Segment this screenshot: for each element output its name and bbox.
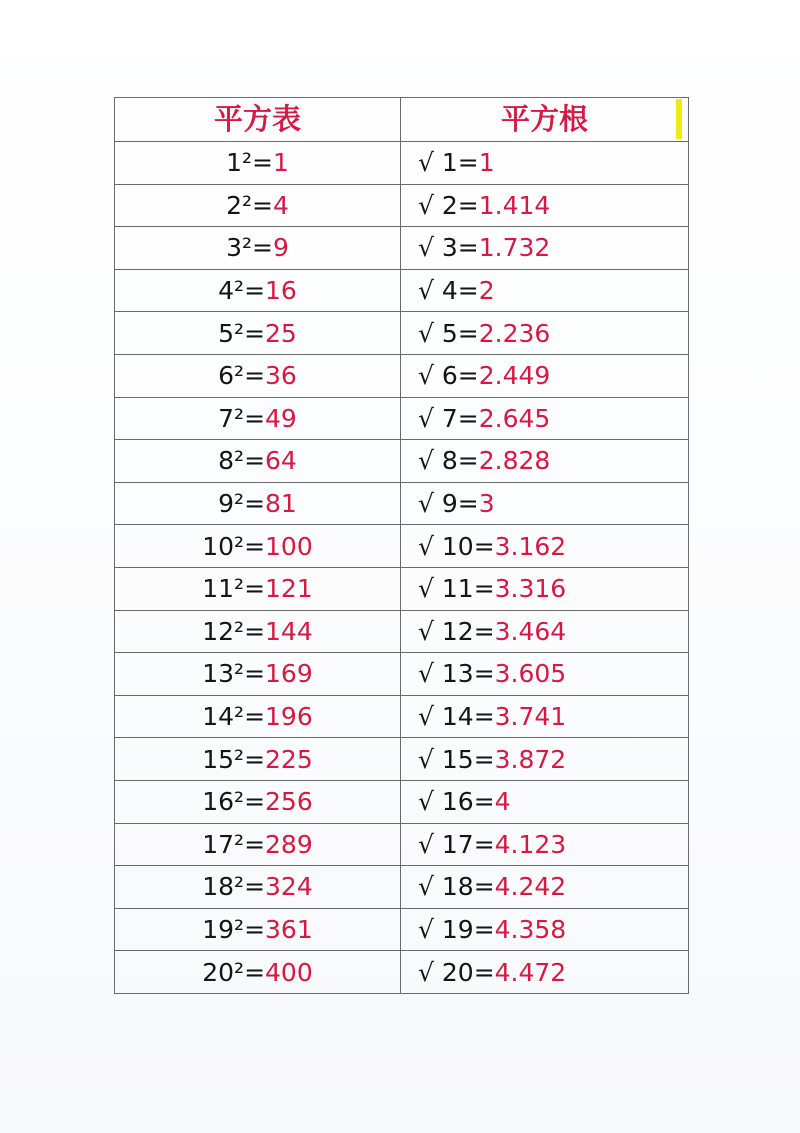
square-expression: 4²= [218, 276, 266, 306]
square-root-expression: √ 18= [418, 872, 495, 902]
square-root-expression: √ 19= [418, 914, 495, 944]
square-cell [115, 610, 401, 653]
table-row [115, 823, 689, 866]
square-root-value: 3.464 [494, 616, 567, 646]
square-value: 4 [272, 190, 289, 220]
square-cell [115, 823, 401, 866]
square-root-cell [401, 312, 689, 355]
square-root-cell [401, 354, 689, 397]
square-root-cell [401, 142, 689, 185]
square-root-cell [401, 184, 689, 227]
square-root-expression: √ 1= [418, 148, 479, 178]
square-cell [115, 397, 401, 440]
square-root-value: 4 [494, 787, 511, 817]
square-root-expression: √ 3= [418, 233, 479, 263]
square-expression: 5²= [218, 318, 266, 348]
square-value: 100 [265, 531, 313, 561]
square-value: 196 [265, 702, 313, 732]
square-value: 121 [265, 574, 313, 604]
square-root-value: 3.741 [494, 702, 567, 732]
square-value: 361 [265, 914, 313, 944]
square-root-value: 3.316 [494, 574, 567, 604]
square-value: 256 [265, 787, 313, 817]
square-value: 9 [272, 233, 289, 263]
square-root-table-container [114, 97, 688, 994]
table-row [115, 951, 689, 994]
square-root-expression: √ 2= [418, 190, 479, 220]
table-row [115, 227, 689, 270]
table-row [115, 142, 689, 185]
square-cell [115, 142, 401, 185]
table-row [115, 482, 689, 525]
square-expression: 17²= [202, 829, 266, 859]
table-row [115, 908, 689, 951]
square-root-expression: √ 4= [418, 276, 479, 306]
square-root-expression: √ 20= [418, 957, 495, 987]
square-value: 25 [265, 318, 297, 348]
square-root-value: 4.358 [494, 914, 567, 944]
square-root-cell [401, 397, 689, 440]
square-root-expression: √ 12= [418, 616, 495, 646]
square-expression: 20²= [202, 957, 266, 987]
table-row [115, 397, 689, 440]
square-expression: 1²= [226, 148, 273, 178]
square-value: 289 [265, 829, 313, 859]
square-root-value: 2.236 [478, 318, 551, 348]
square-root-expression: √ 9= [418, 489, 479, 519]
square-value: 225 [265, 744, 313, 774]
table-row [115, 184, 689, 227]
square-root-value: 3.872 [494, 744, 567, 774]
square-expression: 13²= [202, 659, 266, 689]
table-row [115, 525, 689, 568]
square-root-value: 2.828 [478, 446, 551, 476]
square-value: 64 [265, 446, 297, 476]
square-root-cell [401, 908, 689, 951]
square-root-cell [401, 610, 689, 653]
square-cell [115, 653, 401, 696]
square-cell [115, 695, 401, 738]
square-root-value: 3 [478, 489, 495, 519]
table-row [115, 440, 689, 483]
square-root-cell [401, 269, 689, 312]
square-expression: 11²= [202, 574, 266, 604]
square-root-expression: √ 14= [418, 702, 495, 732]
table-row [115, 866, 689, 909]
square-value: 169 [265, 659, 313, 689]
square-expression: 10²= [202, 531, 266, 561]
table-row [115, 354, 689, 397]
square-root-value: 1 [478, 148, 495, 178]
table-row [115, 567, 689, 610]
square-expression: 12²= [202, 616, 266, 646]
square-root-value: 4.123 [494, 829, 567, 859]
square-root-cell [401, 227, 689, 270]
square-root-expression: √ 11= [418, 574, 495, 604]
square-root-cell [401, 525, 689, 568]
square-expression: 2²= [226, 190, 273, 220]
square-root-value: 2 [478, 276, 495, 306]
square-expression: 3²= [226, 233, 273, 263]
square-value: 144 [265, 616, 313, 646]
square-cell [115, 312, 401, 355]
table-row [115, 312, 689, 355]
square-root-value: 2.449 [478, 361, 551, 391]
square-cell [115, 780, 401, 823]
table-header-row [115, 98, 689, 142]
square-cell [115, 525, 401, 568]
square-root-table [114, 97, 689, 994]
square-root-value: 2.645 [478, 403, 551, 433]
square-cell [115, 567, 401, 610]
square-root-cell [401, 653, 689, 696]
highlight-mark [676, 99, 682, 139]
square-cell [115, 354, 401, 397]
square-cell [115, 482, 401, 525]
square-value: 324 [265, 872, 313, 902]
square-value: 81 [265, 489, 297, 519]
square-value: 400 [265, 957, 313, 987]
square-root-cell [401, 780, 689, 823]
square-root-value: 1.732 [478, 233, 551, 263]
square-expression: 7²= [218, 403, 266, 433]
square-root-expression: √ 10= [418, 531, 495, 561]
square-root-value: 3.605 [494, 659, 567, 689]
square-root-value: 1.414 [478, 190, 551, 220]
square-expression: 19²= [202, 914, 266, 944]
square-root-cell [401, 823, 689, 866]
square-root-cell [401, 951, 689, 994]
square-root-value: 4.472 [494, 957, 567, 987]
square-root-cell [401, 738, 689, 781]
table-row [115, 610, 689, 653]
square-root-cell [401, 866, 689, 909]
square-cell [115, 908, 401, 951]
table-body [115, 142, 689, 994]
square-root-expression: √ 8= [418, 446, 479, 476]
square-root-value: 4.242 [494, 872, 567, 902]
square-cell [115, 269, 401, 312]
table-row [115, 695, 689, 738]
table-row [115, 780, 689, 823]
square-expression: 14²= [202, 702, 266, 732]
square-root-cell [401, 567, 689, 610]
square-root-value: 3.162 [494, 531, 567, 561]
square-value: 1 [272, 148, 289, 178]
square-expression: 16²= [202, 787, 266, 817]
square-root-cell [401, 482, 689, 525]
square-root-expression: √ 17= [418, 829, 495, 859]
square-expression: 8²= [218, 446, 266, 476]
square-value: 36 [265, 361, 297, 391]
square-cell [115, 866, 401, 909]
square-root-cell [401, 695, 689, 738]
square-expression: 18²= [202, 872, 266, 902]
header-squares: 平方表 [115, 98, 401, 142]
square-cell [115, 184, 401, 227]
table-row [115, 738, 689, 781]
square-value: 16 [265, 276, 297, 306]
square-root-expression: √ 5= [418, 318, 479, 348]
square-cell [115, 738, 401, 781]
square-cell [115, 227, 401, 270]
square-cell [115, 440, 401, 483]
table-row [115, 653, 689, 696]
square-expression: 15²= [202, 744, 266, 774]
square-expression: 9²= [218, 489, 266, 519]
square-root-cell [401, 440, 689, 483]
square-root-expression: √ 16= [418, 787, 495, 817]
square-root-expression: √ 6= [418, 361, 479, 391]
square-cell [115, 951, 401, 994]
square-value: 49 [265, 403, 297, 433]
square-root-expression: √ 13= [418, 659, 495, 689]
square-root-expression: √ 15= [418, 744, 495, 774]
square-root-expression: √ 7= [418, 403, 479, 433]
header-square-roots: 平方根 [401, 98, 689, 142]
square-expression: 6²= [218, 361, 266, 391]
table-row [115, 269, 689, 312]
